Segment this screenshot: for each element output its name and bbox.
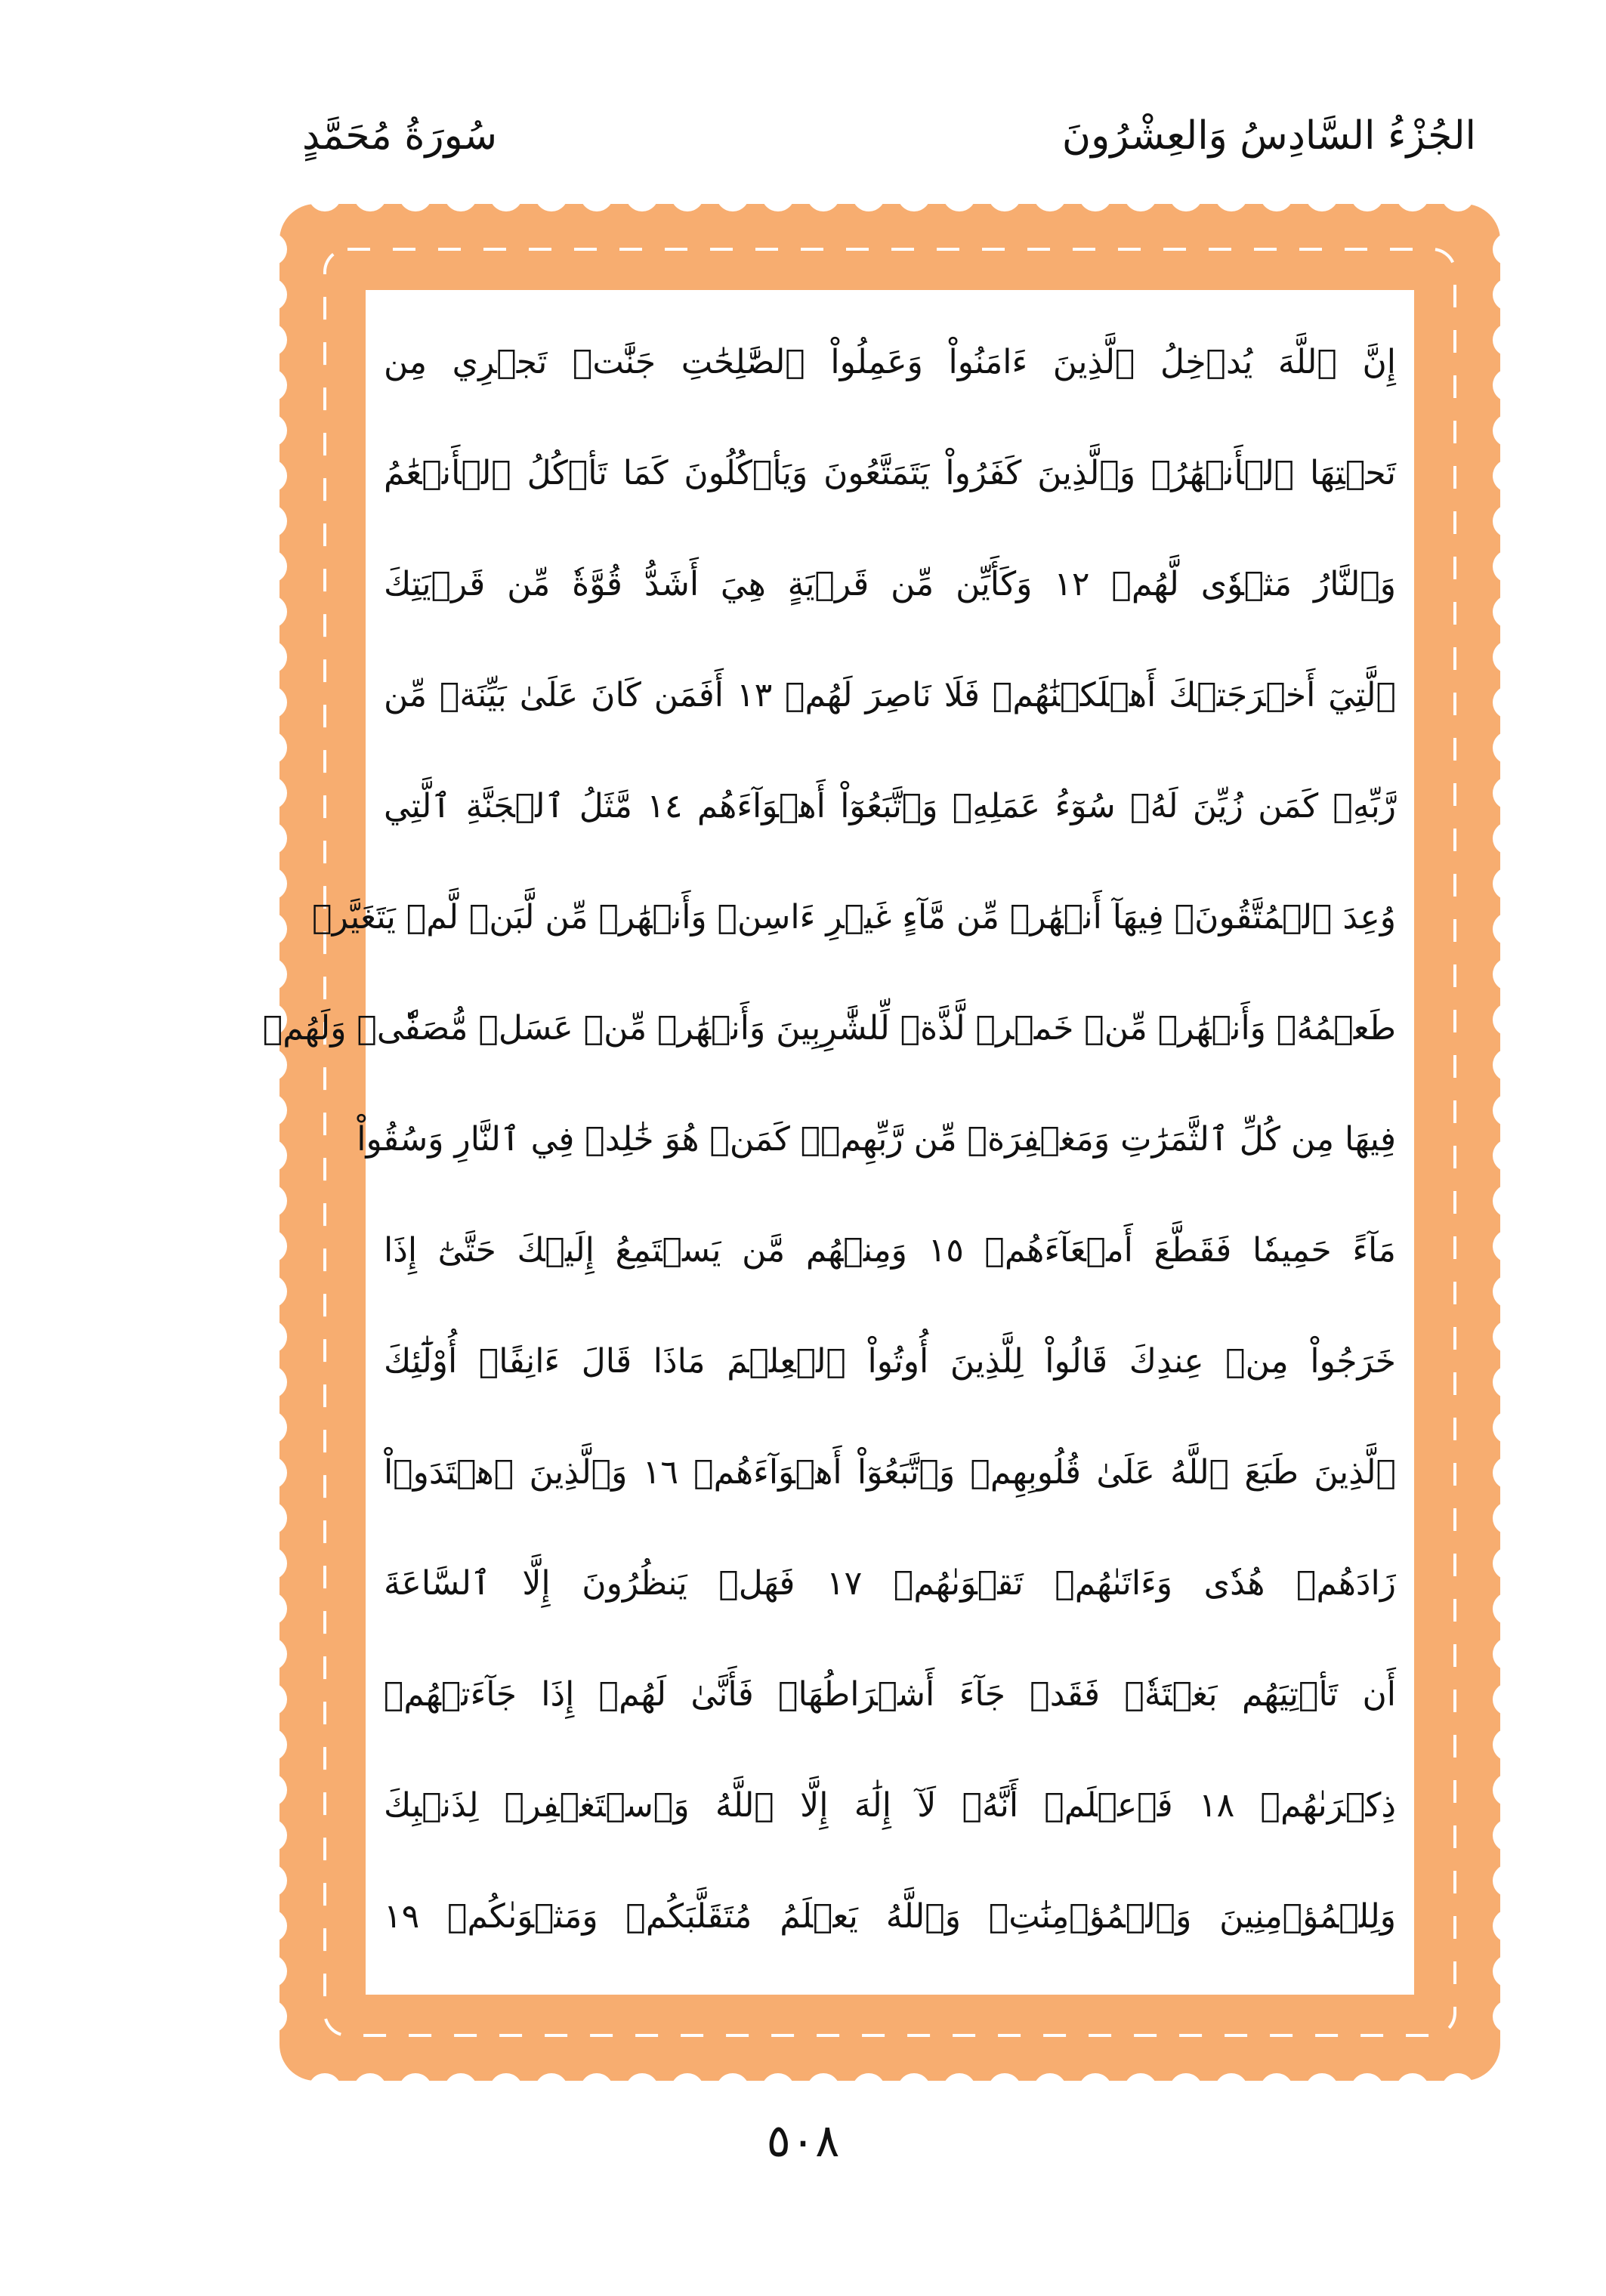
page-frame xyxy=(262,204,1500,2081)
text-line: إِنَّ ٱللَّهَ يُدۡخِلُ ٱلَّذِينَ ءَامَنُواْ وَعَمِلُواْ ٱلصَّٰلِحَٰتِ جَنَّٰتٖ تَجۡرِي مِن xyxy=(384,343,1396,381)
juz-header: الجُزْءُ السَّادِسُ وَالعِشْرُونَ xyxy=(1061,113,1476,159)
text-line: خَرَجُواْ مِنۡ عِندِكَ قَالُواْ لِلَّذِينَ أُوتُواْ ٱلۡعِلۡمَ مَاذَا قَالَ ءَانِفًاۚ أُوْلَٰٓئِكَ xyxy=(384,1342,1396,1381)
text-line: تَحۡتِهَا ٱلۡأَنۡهَٰرُۖ وَٱلَّذِينَ كَفَرُواْ يَتَمَتَّعُونَ وَيَأۡكُلُونَ كَمَا تَأۡكُلُ ٱلۡأَنۡعَٰمُ xyxy=(384,454,1396,492)
text-line: وَٱلنَّارُ مَثۡوٗى لَّهُمۡ ١٢ وَكَأَيِّن مِّن قَرۡيَةٍ هِيَ أَشَدُّ قُوَّةٗ مِّن قَرۡيَتِكَ xyxy=(384,565,1396,603)
text-line: ذِكۡرَىٰهُمۡ ١٨ فَٱعۡلَمۡ أَنَّهُۥ لَآ إِلَٰهَ إِلَّا ٱللَّهُ وَٱسۡتَغۡفِرۡ لِذَنۢبِكَ xyxy=(384,1786,1396,1825)
verse-text-area xyxy=(262,299,1396,1986)
text-line: فِيهَا مِن كُلِّ ٱلثَّمَرَٰتِ وَمَغۡفِرَةٞ مِّن رَّبِّهِمۡۖ كَمَنۡ هُوَ خَٰلِدٞ فِي ٱلنَّارِ وَسُقُواْ xyxy=(357,1120,1396,1159)
text-line: رَّبِّهِۦ كَمَن زُيِّنَ لَهُۥ سُوٓءُ عَمَلِهِۦ وَٱتَّبَعُوٓاْ أَهۡوَآءَهُم ١٤ مَّثَلُ ٱلۡجَنَّةِ ٱلَّتِي xyxy=(384,787,1396,826)
text-line: مَآءً حَمِيمٗا فَقَطَّعَ أَمۡعَآءَهُمۡ ١٥ وَمِنۡهُم مَّن يَسۡتَمِعُ إِلَيۡكَ حَتَّىٰٓ إِذَا xyxy=(384,1231,1396,1270)
text-line: زَادَهُمۡ هُدٗى وَءَاتَىٰهُمۡ تَقۡوَىٰهُمۡ ١٧ فَهَلۡ يَنظُرُونَ إِلَّا ٱلسَّاعَةَ xyxy=(384,1564,1396,1603)
text-line: ٱلَّتِيٓ أَخۡرَجَتۡكَ أَهۡلَكۡنَٰهُمۡ فَلَا نَاصِرَ لَهُمۡ ١٣ أَفَمَن كَانَ عَلَىٰ بَيِّنَةٖ مِّن xyxy=(384,676,1396,714)
text-panel xyxy=(262,285,1419,1999)
text-line: ٱلَّذِينَ طَبَعَ ٱللَّهُ عَلَىٰ قُلُوبِهِمۡ وَٱتَّبَعُوٓاْ أَهۡوَآءَهُمۡ ١٦ وَٱلَّذِينَ ٱهۡتَدَوۡاْ xyxy=(384,1453,1396,1492)
page-number: ٥٠٨ xyxy=(766,2115,840,2168)
text-line: طَعۡمُهُۥ وَأَنۡهَٰرٞ مِّنۡ خَمۡرٖ لَّذَّةٖ لِّلشَّٰرِبِينَ وَأَنۡهَٰرٞ مِّنۡ عَسَلٖ مُّصَفّٗىۖ وَلَهُمۡ xyxy=(262,1009,1396,1048)
surah-header: سُورَةُ مُحَمَّدٍ xyxy=(302,113,498,159)
text-line: أَن تَأۡتِيَهُم بَغۡتَةٗۖ فَقَدۡ جَآءَ أَشۡرَاطُهَاۚ فَأَنَّىٰ لَهُمۡ إِذَا جَآءَتۡهُمۡ xyxy=(384,1675,1396,1714)
text-line: وَلِلۡمُؤۡمِنِينَ وَٱلۡمُؤۡمِنَٰتِۗ وَٱللَّهُ يَعۡلَمُ مُتَقَلَّبَكُمۡ وَمَثۡوَىٰكُمۡ ١٩ xyxy=(384,1897,1396,1936)
text-line: وُعِدَ ٱلۡمُتَّقُونَۖ فِيهَآ أَنۡهَٰرٞ مِّن مَّآءٍ غَيۡرِ ءَاسِنٖ وَأَنۡهَٰرٞ مِّن لَّبَنٖ لَّمۡ يَتَغَيَّرۡ xyxy=(312,898,1396,937)
